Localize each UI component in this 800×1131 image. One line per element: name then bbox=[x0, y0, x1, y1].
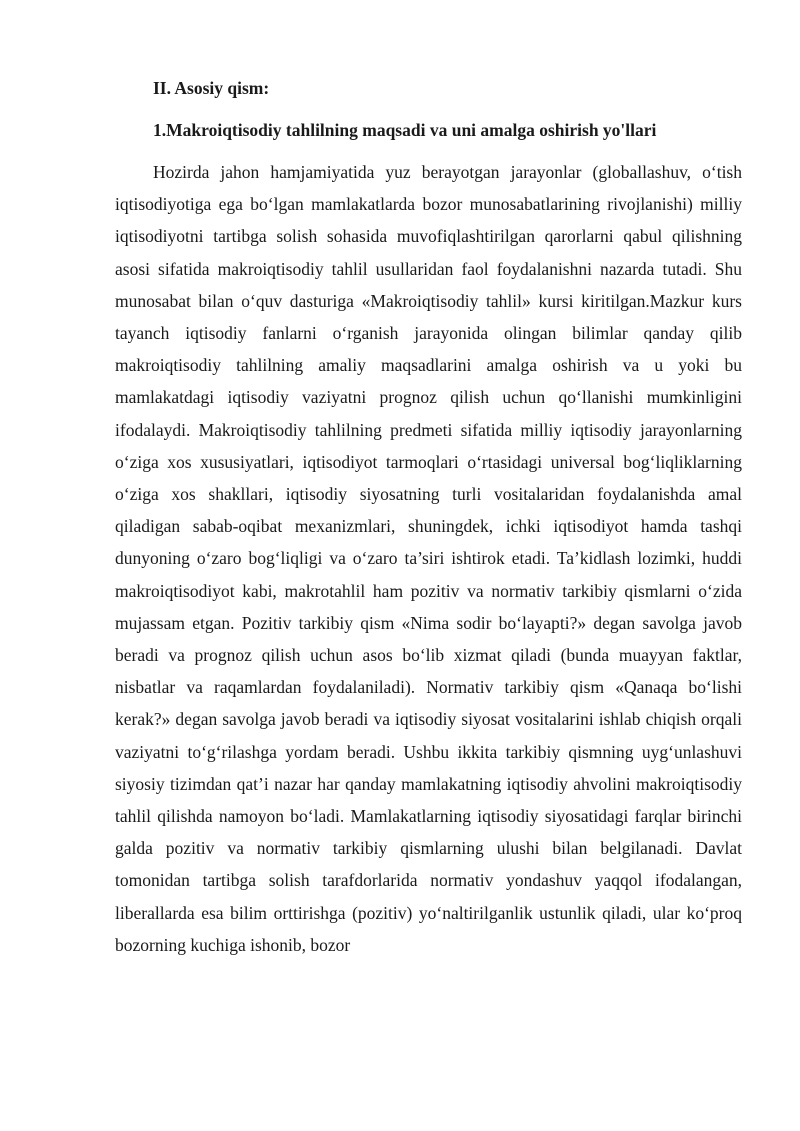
subsection-title: 1.Makroiqtisodiy tahlilning maqsadi va uni amalga oshirish yo'llari bbox=[153, 120, 657, 140]
section-title: II. Asosiy qism: bbox=[153, 78, 270, 98]
body-paragraph: Hozirda jahon hamjamiyatida yuz berayotgan jarayonlar (globallashuv, o‘tish iqtisodiyotiga ega bo‘lgan mamlakatlarda bozor munosabatlarining rivojlanishi) milliy iqtisodiyotni tartibga solish sohasida muvofiqlashtirilgan qarorlarni qabul qilishning asosi sifatida makroiqtisodiy tahlil usullaridan faol foydalanishni nazarda tutadi. Shu munosabat bilan o‘quv dasturiga «Makroiqtisodiy tahlil» kursi kiritilgan.Mazkur kurs tayanch iqtisodiy fanlarni o‘rganish jarayonida olingan bilimlar qanday qilib makroiqtisodiy tahlilning amaliy maqsadlarini amalga oshirish va u yoki bu mamlakatdagi iqtisodiy vaziyatni prognoz qilish uchun qo‘llanishi mumkinligini ifodalaydi. Makroiqtisodiy tahlilning predmeti sifatida milliy iqtisodiy jarayonlarning o‘ziga xos xususiyatlari, iqtisodiyot tarmoqlari o‘rtasidagi universal bog‘liqliklarning o‘ziga xos shakllari, iqtisodiy siyosatning turli vositalaridan foydalanishda amal qiladigan sabab-oqibat mexanizmlari, shuningdek, ichki iqtisodiyot hamda tashqi dunyoning o‘zaro bog‘liqligi va o‘zaro ta’siri ishtirok etadi. Ta’kidlash lozimki, huddi makroiqtisodiyot kabi, makrotahlil ham pozitiv va normativ tarkibiy qismlarni o‘zida mujassam etgan. Pozitiv tarkibiy qism «Nima sodir bo‘layapti?» degan savolga javob beradi va prognoz qilish uchun asos bo‘lib xizmat qiladi (bunda muayyan faktlar, nisbatlar va raqamlardan foydalaniladi). Normativ tarkibiy qism «Qanaqa bo‘lishi kerak?» degan savolga javob beradi va iqtisodiy siyosat vositalarini ishlab chiqish orqali vaziyatni to‘g‘rilashga yordam beradi. Ushbu ikkita tarkibiy qismning uyg‘unlashuvi siyosiy tizimdan qat’i nazar har qanday mamlakatning iqtisodiy ahvolini makroiqtisodiy tahlil qilishda namoyon bo‘ladi. Mamlakatlarning iqtisodiy siyosatidagi farqlar birinchi galda pozitiv va normativ tarkibiy qismlarning ulushi bilan belgilanadi. Davlat tomonidan tartibga solish tarafdorlarida normativ yondashuv yaqqol ifodalangan, liberallarda esa bilim orttirishga (pozitiv) yo‘naltirilganlik ustunlik qiladi, ular ko‘proq bozorning kuchiga ishonib, bozor bbox=[115, 162, 742, 955]
document-page bbox=[115, 70, 742, 961]
